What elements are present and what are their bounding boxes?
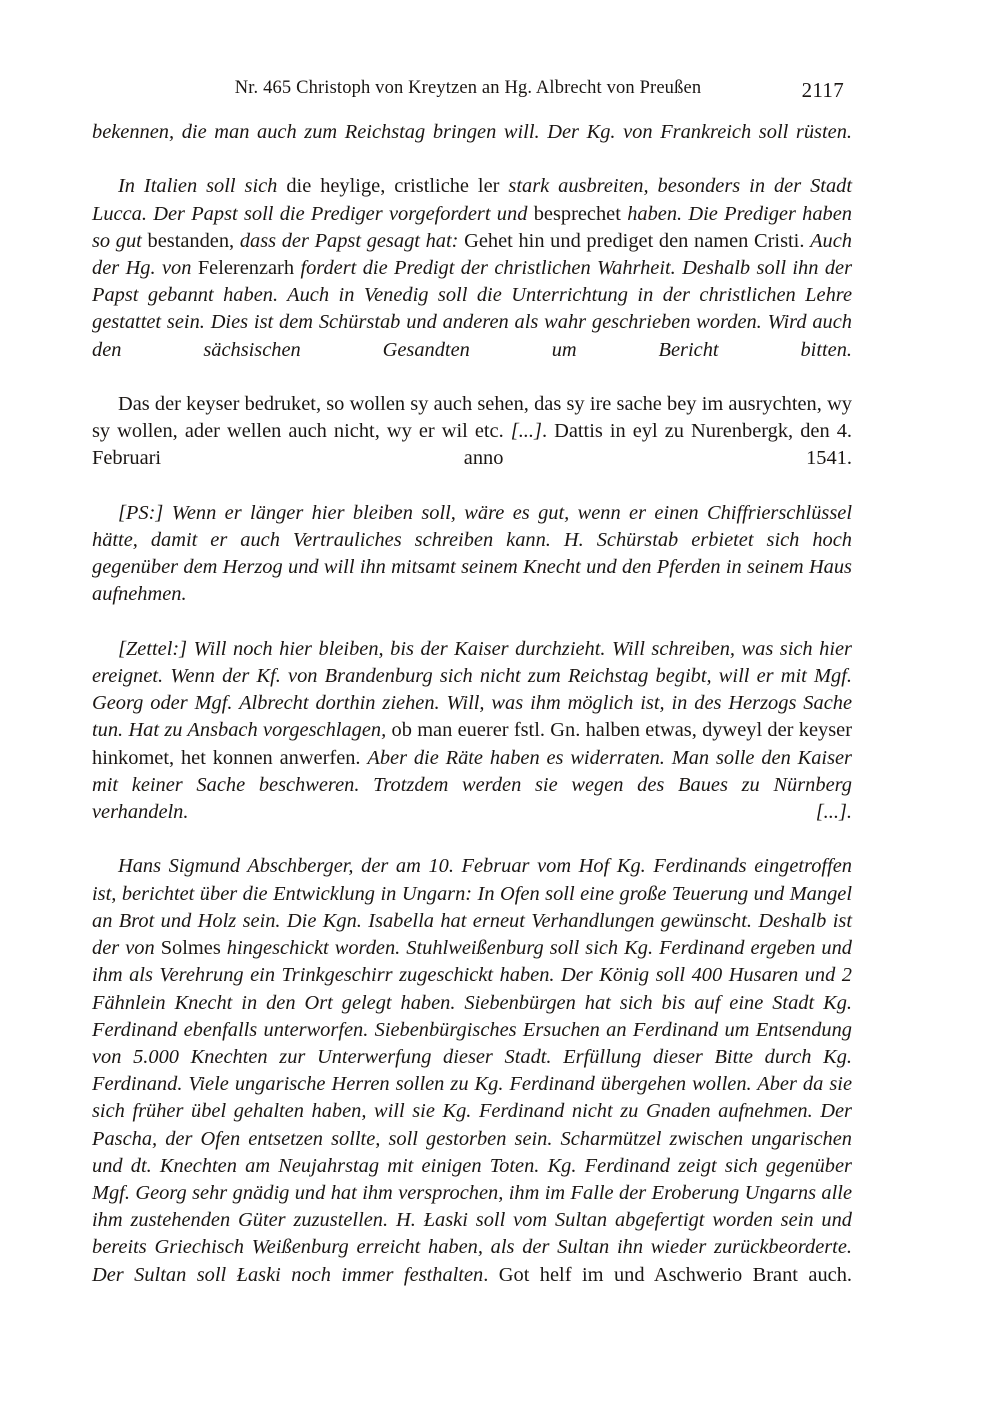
page-number: 2117 xyxy=(801,78,844,102)
paragraph xyxy=(92,173,852,391)
italic-run: haben. Die Prediger haben so gut xyxy=(92,202,853,252)
roman-run: ob man euerer fstl. Gn. halben etwas, dyweyl der keyser hinkomet, het konnen anwerfen. xyxy=(92,719,852,769)
italic-run: stark ausbreiten, besonders in der Stadt Lucca. Der Papst soll die Prediger vorgefordert und xyxy=(92,175,853,225)
italic-run: [Zettel:] Will noch hier bleiben, bis der Kaiser durchzieht. Will schreiben, was sich hier ereignet. Wenn der Kf. von Brandenburg sich nicht zum Reichstag begibt, will er mit Mgf. Georg oder Mgf. Albrecht dorthin ziehen. Will, was ihm möglich ist, in des Herzogs Sache tun. Hat zu Ansbach vorgeschlagen, xyxy=(92,637,852,742)
italic-run: bekennen, die man auch zum Reichstag bringen will. Der Kg. von Frankreich soll rüsten. xyxy=(92,121,852,143)
italic-run: fordert die Predigt der christlichen Wahrheit. Deshalb soll ihn der Papst gebannt haben. Auch in Venedig soll die Unterrichtung in der christlichen Lehre gestattet sein. Dies ist dem Schürstab und anderen als wahr geschrieben worden. Wird auch den sächsischen Gesandten um Bericht bitten. xyxy=(92,257,852,361)
italic-run: dass der Papst gesagt hat: xyxy=(239,229,465,252)
body-text xyxy=(92,119,852,1316)
paragraph xyxy=(92,500,852,636)
roman-run: bestanden, xyxy=(147,229,240,252)
paragraph xyxy=(92,391,852,500)
paragraph xyxy=(92,853,852,1315)
roman-run: besprechet xyxy=(533,202,628,225)
italic-run: [...] xyxy=(510,420,542,443)
roman-run: . Dattis in eyl zu Nurenbergk, den 4. Februari anno 1541. xyxy=(92,420,852,470)
running-head-title: Nr. 465 Christoph von Kreytzen an Hg. Albrecht von Preußen xyxy=(234,78,702,98)
roman-run: . Got helf im und Aschwerio Brant auch. xyxy=(483,1263,852,1286)
roman-run: Das der keyser bedruket, so wollen sy auch sehen, das sy ire sache bey im ausrychten, wy sy wollen, ader wellen auch nicht, wy er wil etc. xyxy=(92,393,852,443)
paragraph xyxy=(92,119,852,173)
italic-run: In Italien soll sich xyxy=(118,175,287,198)
running-head xyxy=(92,78,844,104)
italic-run: Aber die Räte haben es widerraten. Man solle den Kaiser mit keiner Sache beschweren. Trotzdem werden sie wegen des Baues zu Nürnberg verhandeln. [...]. xyxy=(92,746,852,824)
italic-run: Hans Sigmund Abschberger, der am 10. Februar vom Hof Kg. Ferdinands eingetroffen ist, berichtet über die Entwicklung in Ungarn: In Ofen soll eine große Teuerung und Mangel an Brot und Holz sein. Die Kgn. Isabella hat erneut Verhandlungen gewünscht. Deshalb ist der von xyxy=(92,855,852,960)
roman-run: Gehet hin und prediget den namen Cristi. xyxy=(464,229,811,252)
roman-run: die heylige, cristliche ler xyxy=(286,175,509,198)
roman-run: Solmes xyxy=(160,937,227,960)
roman-run: Felerenzarh xyxy=(197,257,301,280)
paragraph xyxy=(92,636,852,854)
italic-run: hingeschickt worden. Stuhlweißenburg soll sich Kg. Ferdinand ergeben und ihm als Verehrung ein Trinkgeschirr zugeschickt haben. Der König soll 400 Husaren und 2 Fähnlein Knecht in den Ort gelegt haben. Siebenbürgen hat sich bis auf eine Stadt Kg. Ferdinand ebenfalls unterworfen. Siebenbürgisches Ersuchen an Ferdinand um Entsendung von 5.000 Knechten zur Unterwerfung dieser Stadt. Erfüllung dieser Bitte durch Kg. Ferdinand. Viele ungarische Herren sollen zu Kg. Ferdinand übergehen wollen. Aber da sie sich früher übel gehalten haben, will sie Kg. Ferdinand nicht zu Gnaden aufnehmen. Der Pascha, der Ofen entsetzen sollte, soll gestorben sein. Scharmützel zwischen ungarischen und dt. Knechten am Neujahrstag mit einigen Toten. Kg. Ferdinand zeigt sich gegenüber Mgf. Georg sehr gnädig und hat ihm versprochen, ihm im Falle der Eroberung Ungarns alle ihm zustehenden Güter zuzustellen. H. Łaski soll vom Sultan abgefertigt worden sein und bereits Griechisch Weißenburg erreicht haben, als der Sultan ihn wieder zurückbeorderte. Der Sultan soll Łaski noch immer festhalten xyxy=(92,937,852,1286)
italic-run: [PS:] Wenn er länger hier bleiben soll, wäre es gut, wenn er einen Chiffrierschlüssel hätte, damit er auch Vertrauliches schreiben kann. H. Schürstab erbietet sich hoch gegenüber dem Herzog und will ihn mitsamt seinem Knecht und den Pferden in seinem Haus aufnehmen. xyxy=(92,501,852,606)
italic-run: Auch der Hg. von xyxy=(92,229,852,280)
